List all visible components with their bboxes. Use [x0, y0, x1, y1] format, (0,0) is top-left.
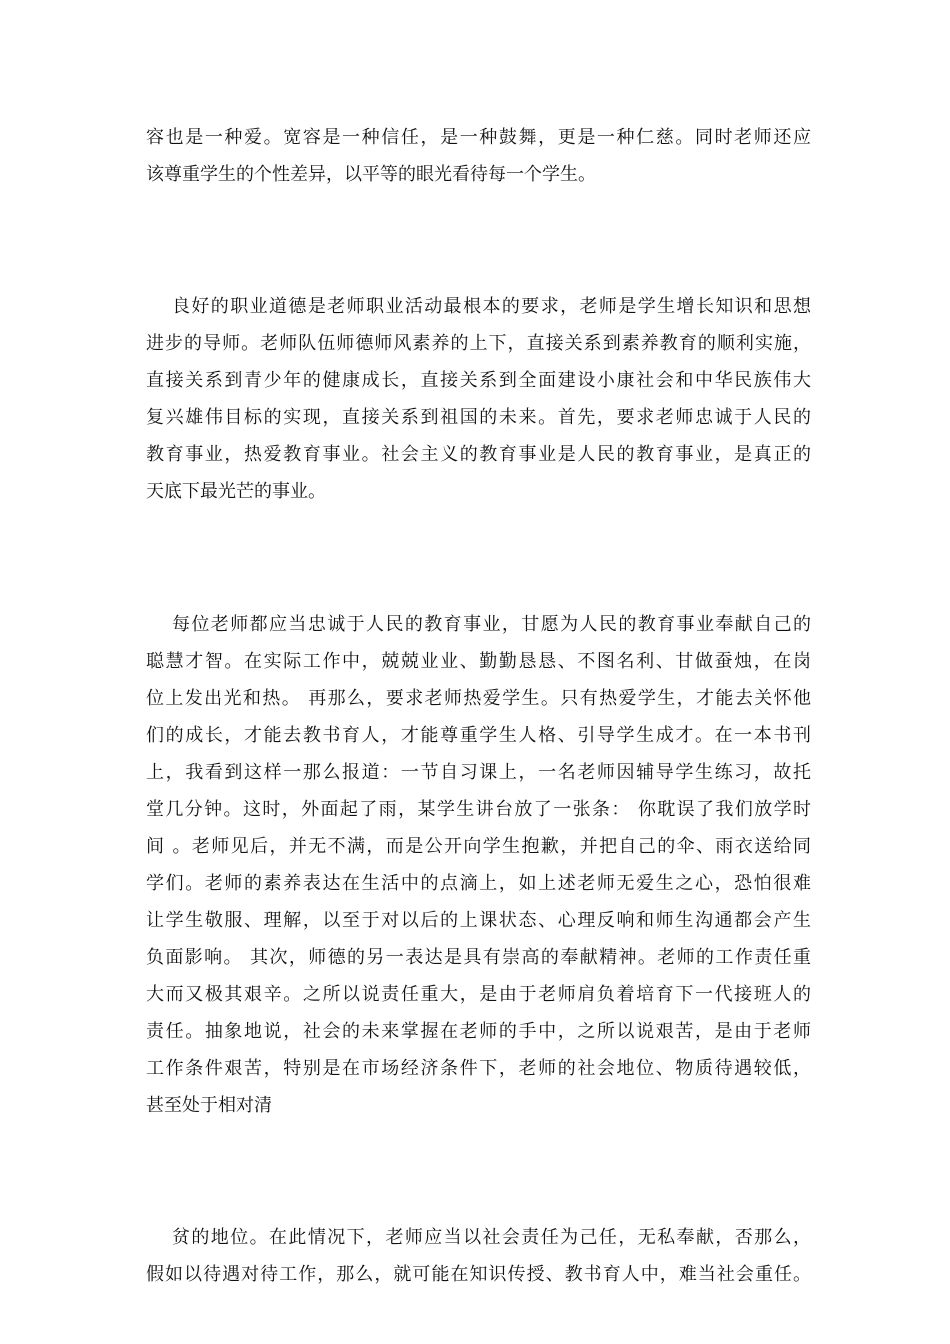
- text-line: 大而又极其艰辛。之所以说责任重大，是由于老师肩负着培育下一代接班人的: [146, 984, 811, 1005]
- text-line: 负面影响。 其次，师德的另一表达是具有崇高的奉献精神。老师的工作责任重: [146, 947, 811, 968]
- text-line: 假如以待遇对待工作，那么，就可能在知识传授、教书育人中，难当社会重任。: [146, 1264, 811, 1285]
- text-line: 学们。老师的素养表达在生活中的点滴上，如上述老师无爱生之心，恐怕很难: [146, 873, 811, 894]
- text-line: 良好的职业道德是老师职业活动最根本的要求，老师是学生增长知识和思想: [172, 296, 811, 317]
- text-line: 该尊重学生的个性差异，以平等的眼光看待每一个学生。: [146, 164, 596, 185]
- text-line: 间 。老师见后，并无不满，而是公开向学生抱歉，并把自己的伞、雨衣送给同: [146, 836, 811, 857]
- text-line: 堂几分钟。这时，外面起了雨，某学生讲台放了一张条： 你耽误了我们放学时: [146, 799, 811, 820]
- text-line: 进步的导师。老师队伍师德师风素养的上下，直接关系到素养教育的顺利实施，: [146, 333, 811, 354]
- text-line: 工作条件艰苦，特别是在市场经济条件下，老师的社会地位、物质待遇较低，: [146, 1058, 811, 1079]
- text-line: 容也是一种爱。宽容是一种信任，是一种鼓舞，更是一种仁慈。同时老师还应: [146, 127, 811, 148]
- text-line: 复兴雄伟目标的实现，直接关系到祖国的未来。首先，要求老师忠诚于人民的: [146, 407, 811, 428]
- text-line: 让学生敬服、理解，以至于对以后的上课状态、心理反响和师生沟通都会产生: [146, 910, 811, 931]
- text-line: 责任。抽象地说，社会的未来掌握在老师的手中，之所以说艰苦，是由于老师: [146, 1021, 811, 1042]
- text-line: 教育事业，热爱教育事业。社会主义的教育事业是人民的教育事业，是真正的: [146, 444, 811, 465]
- text-line: 们的成长，才能去教书育人，才能尊重学生人格、引导学生成才。在一本书刊: [146, 725, 811, 746]
- text-line: 聪慧才智。在实际工作中，兢兢业业、勤勤恳恳、不图名利、甘做蚕烛，在岗: [146, 651, 811, 672]
- text-line: 上，我看到这样一那么报道：一节自习课上，一名老师因辅导学生练习，故托: [146, 762, 811, 783]
- text-line: 天底下最光芒的事业。: [146, 481, 326, 502]
- text-line: 直接关系到青少年的健康成长，直接关系到全面建设小康社会和中华民族伟大: [146, 370, 811, 391]
- text-line: 甚至处于相对清: [146, 1095, 272, 1116]
- text-line: 位上发出光和热。 再那么，要求老师热爱学生。只有热爱学生，才能去关怀他: [146, 688, 811, 709]
- text-line: 每位老师都应当忠诚于人民的教育事业，甘愿为人民的教育事业奉献自己的: [172, 614, 811, 635]
- text-line: 贫的地位。在此情况下，老师应当以社会责任为己任，无私奉献，否那么，: [172, 1227, 811, 1248]
